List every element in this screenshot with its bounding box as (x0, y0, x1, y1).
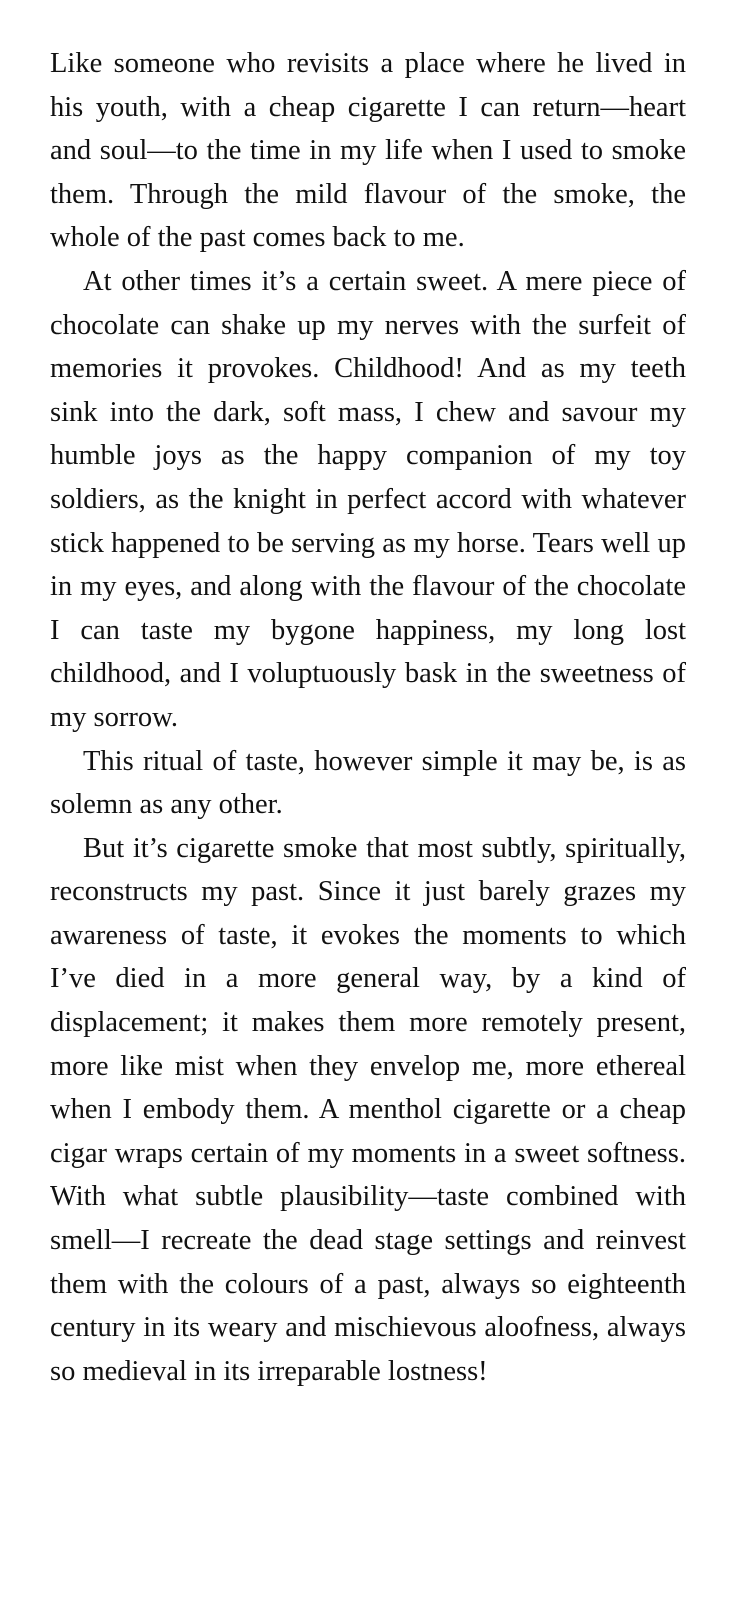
paragraph-4: But it’s cigarette smoke that most subtly, spiritually, reconstructs my past. Since it just barely grazes my awareness of taste, it evokes the moments to which I’ve died in a more general way, by a kind of displacement; it makes them more remotely present, more like mist when they envelop me, more ethereal when I embody them. A menthol cigarette or a cheap cigar wraps certain of my moments in a sweet softness. With what subtle plausibility—taste combined with smell—I recreate the dead stage settings and reinvest them with the colours of a past, always so eighteenth century in its weary and mischievous aloofness, always so medieval in its irreparable lostness! (50, 832, 686, 1387)
paragraph-1: Like someone who revisits a place where he lived in his youth, with a cheap cigarette I can return—heart and soul—to the time in my life when I used to smoke them. Through the mild flavour of the smoke, the whole of the past comes back to me. (50, 48, 686, 254)
document-page (50, 42, 686, 1393)
paragraph-2: At other times it’s a certain sweet. A mere piece of chocolate can shake up my nerves with the surfeit of memories it provokes. Childhood! And as my teeth sink into the dark, soft mass, I chew and savour my humble joys as the happy companion of my toy soldiers, as the knight in perfect accord with whatever stick happened to be serving as my horse. Tears well up in my eyes, and along with the flavour of the chocolate I can taste my bygone happiness, my long lost childhood, and I voluptuously bask in the sweetness of my sorrow. (50, 265, 686, 733)
paragraph-3: This ritual of taste, however simple it may be, is as solemn as any other. (50, 745, 686, 821)
